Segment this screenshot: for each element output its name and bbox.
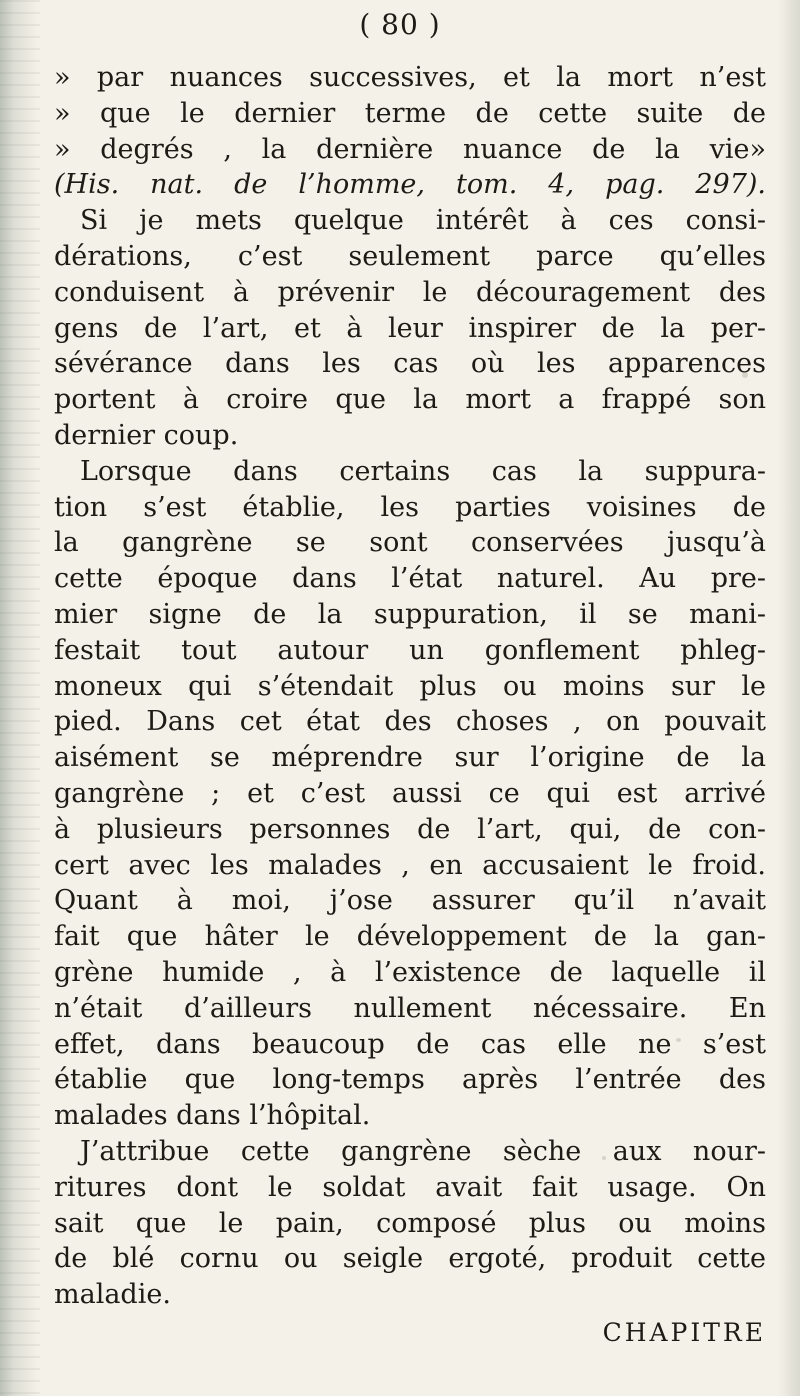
text-line: la gangrène se sont conservées jusqu’à	[54, 527, 766, 559]
text-line: fait que hâter le développement de la gan-	[54, 921, 766, 953]
text-line: moneux qui s’étendait plus ou moins sur le	[54, 670, 766, 702]
text-line: ritures dont le soldat avait fait usage. On	[54, 1171, 766, 1203]
text-line: sait que le pain, composé plus ou moins	[54, 1207, 766, 1239]
chapter-heading: CHAPITRE	[602, 1317, 766, 1347]
text-line: gangrène ; et c’est aussi ce qui est arrivé	[54, 777, 766, 809]
text-line: Si je mets quelque intérêt à ces consi-	[80, 205, 766, 237]
text-line: gens de l’art, et à leur inspirer de la per-	[54, 312, 766, 344]
text-line: établie que long-temps après l’entrée des	[54, 1064, 766, 1096]
text-line: effet, dans beaucoup de cas elle ne s’est	[54, 1028, 766, 1060]
page-number: ( 80 )	[359, 8, 441, 41]
text-line: » par nuances successives, et la mort n’est	[54, 62, 766, 93]
text-line: cert avec les malades , en accusaient le froid.	[54, 849, 766, 881]
text-line: » degrés , la dernière nuance de la vie»	[54, 133, 766, 165]
binding-shadow	[0, 0, 40, 1396]
ink-spot	[742, 372, 748, 378]
text-line: conduisent à prévenir le découragement des	[54, 276, 766, 308]
text-line: festait tout autour un gonflement phleg-	[54, 634, 766, 666]
text-line: J’attribue cette gangrène sèche aux nour-	[80, 1135, 766, 1167]
text-line: Lorsque dans certains cas la suppura-	[80, 455, 766, 487]
text-line: grène humide , à l’existence de laquelle il	[54, 956, 766, 988]
text-line: sévérance dans les cas où les apparences	[54, 348, 766, 380]
text-line: » que le dernier terme de cette suite de	[54, 97, 766, 129]
text-line: portent à croire que la mort a frappé son	[54, 384, 766, 416]
text-line: dérations, c’est seulement parce qu’elles	[54, 240, 766, 272]
text-line: maladie.	[54, 1279, 171, 1311]
text-line: dernier coup.	[54, 419, 239, 451]
citation-line: (His. nat. de l’homme, tom. 4, pag. 297).	[54, 169, 766, 201]
text-line: de blé cornu ou seigle ergoté, produit cette	[54, 1243, 766, 1275]
text-line: aisément se méprendre sur l’origine de la	[54, 742, 766, 774]
text-line: Quant à moi, j’ose assurer qu’il n’avait	[54, 885, 766, 917]
text-line: à plusieurs personnes de l’art, qui, de con-	[54, 813, 766, 845]
text-line: mier signe de la suppuration, il se mani-	[54, 598, 766, 630]
text-line: n’était d’ailleurs nullement nécessaire. En	[54, 992, 766, 1024]
ink-spot	[676, 1038, 681, 1042]
text-line: pied. Dans cet état des choses , on pouvait	[54, 706, 766, 738]
text-line: tion s’est établie, les parties voisines de	[54, 491, 766, 523]
ink-spot	[602, 1156, 606, 1160]
text-line: cette époque dans l’état naturel. Au pre-	[54, 563, 766, 595]
body-text	[54, 60, 766, 1353]
text-line: malades dans l’hôpital.	[54, 1100, 371, 1132]
